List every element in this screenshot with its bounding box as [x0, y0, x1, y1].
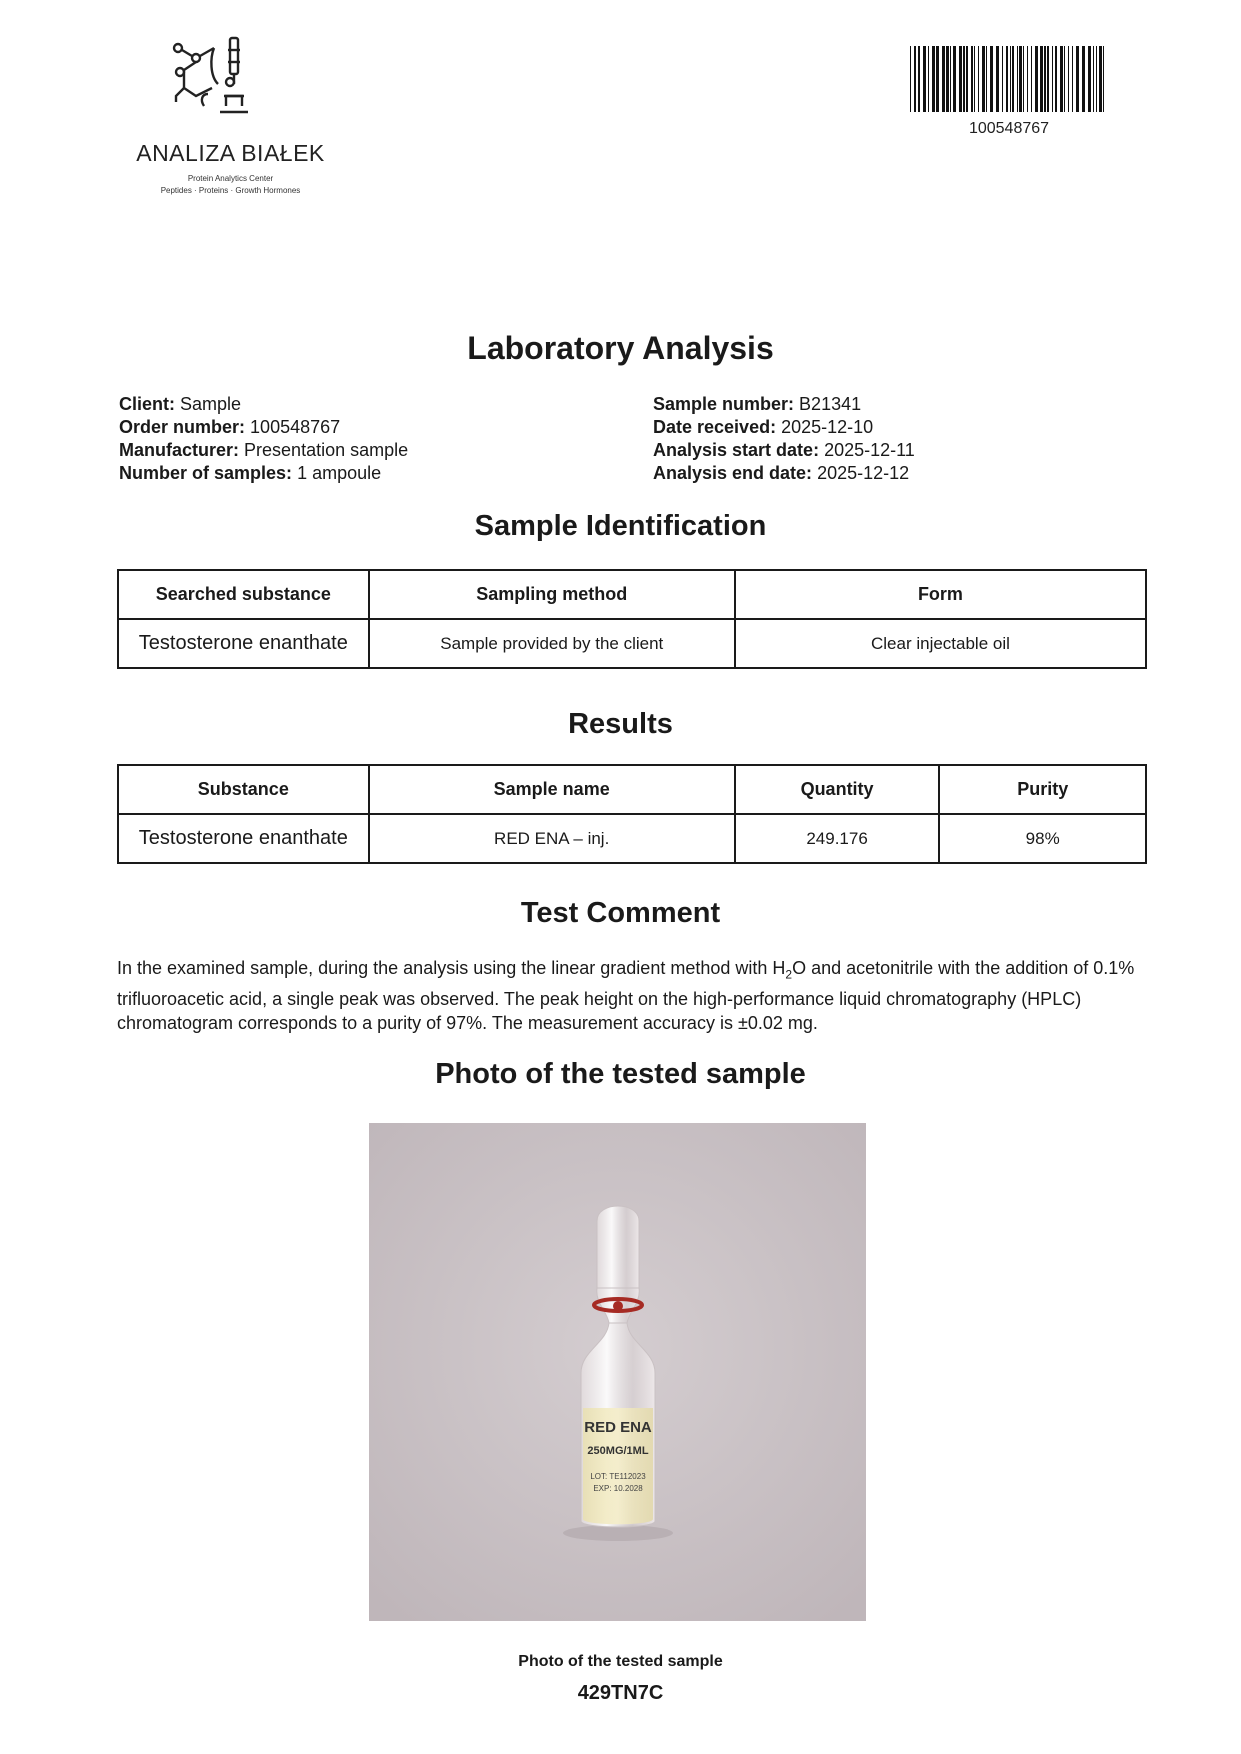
barcode-bar [966, 46, 968, 112]
barcode-bar [918, 46, 920, 112]
table-header: Purity [939, 765, 1146, 814]
table-cell: 98% [939, 814, 1146, 863]
ampoule-icon [369, 1123, 866, 1621]
barcode-bar [1082, 46, 1085, 112]
barcode-bar [1076, 46, 1079, 112]
barcode-bar [942, 46, 945, 112]
barcode-number: 100548767 [968, 120, 1050, 137]
table-row [118, 814, 1146, 863]
section-heading-comment: Test Comment [520, 897, 721, 929]
meta-analysis-end-date: Analysis end date: 2025-12-12 [653, 463, 910, 483]
table-cell: Testosterone enanthate [118, 619, 369, 668]
barcode-bar [971, 46, 973, 112]
meta-client: Client: Sample [119, 394, 242, 414]
table-cell: Sample provided by the client [369, 619, 735, 668]
barcode-bar [914, 46, 916, 112]
page-title: Laboratory Analysis [467, 330, 774, 366]
barcode-bar [932, 46, 935, 112]
barcode-bar [990, 46, 993, 112]
barcode-bar [963, 46, 965, 112]
meta-right [653, 393, 915, 485]
barcode-bar [1044, 46, 1046, 112]
barcode-bar [1019, 46, 1022, 112]
section-heading-photo: Photo of the tested sample [435, 1058, 806, 1090]
barcode-bar [1068, 46, 1069, 112]
barcode-bar [946, 46, 949, 112]
company-logo [118, 36, 343, 195]
table-header-row [118, 570, 1146, 619]
table-header: Sampling method [369, 570, 735, 619]
barcode-bar [1060, 46, 1063, 112]
barcode-bar [1047, 46, 1049, 112]
barcode-bar [1017, 46, 1018, 112]
barcode-bar [1064, 46, 1065, 112]
meta-order-number: Order number: 100548767 [119, 417, 341, 437]
photo-caption: Photo of the tested sample [518, 1653, 723, 1670]
barcode-bar [936, 46, 939, 112]
barcode-bar [1099, 46, 1102, 112]
barcode-bar [1035, 46, 1038, 112]
section-heading-identification: Sample Identification [474, 510, 767, 542]
barcode-bar [1027, 46, 1028, 112]
barcode-bar [1006, 46, 1008, 112]
brand-tagline: Protein Analytics Center [187, 174, 274, 183]
table-cell: 249.176 [735, 814, 940, 863]
barcode-bar [928, 46, 929, 112]
table-cell: RED ENA – inj. [369, 814, 735, 863]
barcode-bar [1096, 46, 1097, 112]
table-header: Searched substance [118, 570, 369, 619]
section-heading-results: Results [568, 708, 673, 740]
sample-photo [369, 1123, 866, 1621]
ampoule-label-dose: 250MG/1ML [587, 1445, 649, 1457]
barcode-bar [1012, 46, 1014, 112]
table-header: Form [735, 570, 1146, 619]
ampoule-label-lot: LOT: TE112023 [590, 1472, 646, 1481]
meta-analysis-start-date: Analysis start date: 2025-12-11 [653, 440, 915, 460]
meta-sample-number: Sample number: B21341 [653, 394, 862, 414]
barcode-bar [910, 46, 911, 112]
brand-subtagline: Peptides · Proteins · Growth Hormones [160, 186, 301, 195]
table-cell: Testosterone enanthate [118, 814, 369, 863]
barcode-bar [953, 46, 956, 112]
barcode-bar [1031, 46, 1032, 112]
barcode-bar [1002, 46, 1003, 112]
test-comment-text: In the examined sample, during the analysis using the linear gradient method with $H_2O$ and acetonitrile with the addition of 0.1% trifluoroacetic acid, a single peak was observed. The peak height on the high-performance liquid chromatography (HPLC) chromatogram corresponds to a purity of 97%. The measurement accuracy is ±0.02 mg. [117, 958, 1135, 1033]
barcode-bar [974, 46, 975, 112]
results-table [117, 764, 1147, 864]
identification-table [117, 569, 1147, 669]
barcode-icon [910, 46, 1108, 112]
barcode-bar [1093, 46, 1094, 112]
ampoule-label-name: RED ENA [584, 1419, 652, 1436]
meta-number-of-samples: Number of samples: 1 ampoule [119, 463, 382, 483]
barcode-bar [1088, 46, 1091, 112]
barcode-bar [996, 46, 999, 112]
barcode-bar [1052, 46, 1053, 112]
barcode-bar [1023, 46, 1024, 112]
barcode-bar [950, 46, 951, 112]
barcode-bar [959, 46, 962, 112]
meta-left [119, 393, 408, 485]
reference-code: 429TN7C [577, 1682, 664, 1704]
table-cell: Clear injectable oil [735, 619, 1146, 668]
table-row [118, 619, 1146, 668]
meta-date-received: Date received: 2025-12-10 [653, 417, 874, 437]
barcode-bar [1055, 46, 1057, 112]
meta-manufacturer: Manufacturer: Presentation sample [119, 440, 409, 460]
table-header: Substance [118, 765, 369, 814]
barcode-bar [1103, 46, 1104, 112]
brand-name: ANALIZA BIAŁEK [136, 140, 325, 166]
table-header-row [118, 765, 1146, 814]
barcode-bar [986, 46, 987, 112]
barcode-bar [1072, 46, 1073, 112]
barcode-bar [1040, 46, 1043, 112]
table-header: Sample name [369, 765, 735, 814]
barcode-bar [923, 46, 926, 112]
molecule-microscope-icon [170, 36, 290, 126]
barcode-bar [1010, 46, 1011, 112]
barcode-bar [978, 46, 979, 112]
table-header: Quantity [735, 765, 940, 814]
ampoule-label-exp: EXP: 10.2028 [593, 1484, 643, 1493]
barcode-bar [982, 46, 985, 112]
